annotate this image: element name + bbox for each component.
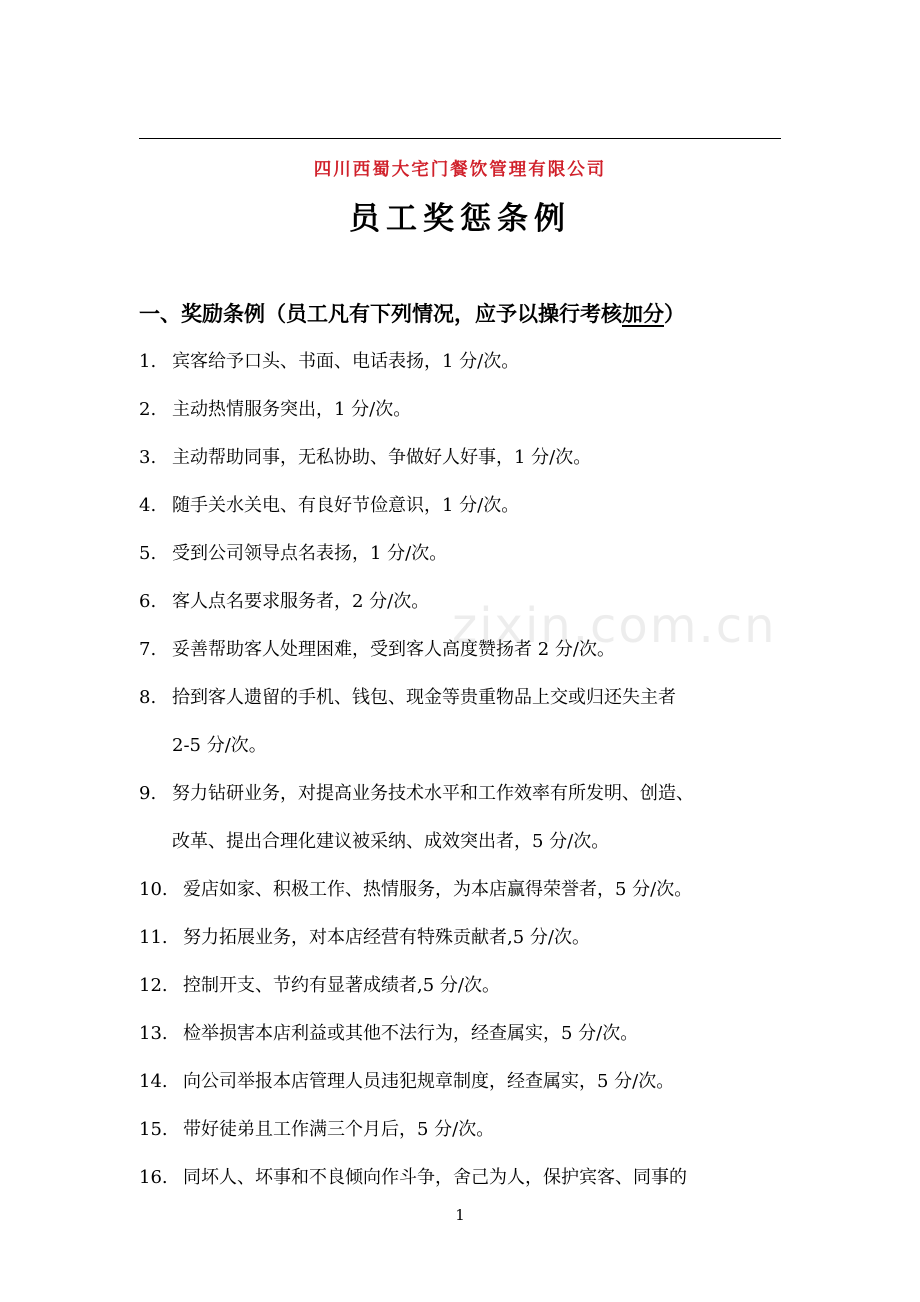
item-continuation: 改革、提出合理化建议被采纳、成效突出者，5 分/次。 xyxy=(172,831,610,852)
item-text: 检举损害本店利益或其他不法行为，经查属实，5 分/次。 xyxy=(183,1023,639,1044)
item-text: 努力拓展业务，对本店经营有特殊贡献者,5 分/次。 xyxy=(183,927,590,948)
item-text: 妥善帮助客人处理困难，受到客人高度赞扬者 2 分/次。 xyxy=(172,639,615,660)
item-number: 12. xyxy=(139,975,168,996)
item-text: 主动帮助同事，无私协助、争做好人好事，1 分/次。 xyxy=(172,447,592,468)
item-number: 4. xyxy=(139,495,157,516)
item-text: 随手关水关电、有良好节俭意识，1 分/次。 xyxy=(172,495,520,516)
item-number: 15. xyxy=(139,1119,168,1140)
item-text: 控制开支、节约有显著成绩者,5 分/次。 xyxy=(183,975,500,996)
item-text: 受到公司领导点名表扬，1 分/次。 xyxy=(172,543,448,564)
list-item xyxy=(139,782,694,806)
item-number: 1. xyxy=(139,351,157,372)
section-heading-suffix: ） xyxy=(664,302,685,326)
section-heading-prefix: 一、奖励条例（员工凡有下列情况，应予以操行考核 xyxy=(139,302,622,326)
item-number: 7. xyxy=(139,639,157,660)
item-text: 努力钻研业务，对提高业务技术水平和工作效率有所发明、创造、 xyxy=(172,783,694,804)
item-number: 11. xyxy=(139,927,168,948)
list-item xyxy=(139,974,500,998)
item-text: 拾到客人遗留的手机、钱包、现金等贵重物品上交或归还失主者 xyxy=(172,687,676,708)
item-text: 同坏人、坏事和不良倾向作斗争，舍己为人，保护宾客、同事的 xyxy=(183,1167,687,1188)
list-item xyxy=(139,446,591,470)
list-item xyxy=(139,1070,674,1094)
item-number: 14. xyxy=(139,1071,168,1092)
item-number: 10. xyxy=(139,879,168,900)
item-text: 主动热情服务突出，1 分/次。 xyxy=(172,399,412,420)
item-text: 爱店如家、积极工作、热情服务，为本店赢得荣誉者，5 分/次。 xyxy=(183,879,693,900)
list-item xyxy=(139,926,590,950)
document-title: 员工奖惩条例 xyxy=(349,201,571,237)
list-item xyxy=(139,542,447,566)
item-number: 16. xyxy=(139,1167,168,1188)
section-heading-rewards xyxy=(139,298,685,328)
item-number: 5. xyxy=(139,543,157,564)
section-heading-underlined: 加分 xyxy=(622,302,664,326)
list-item xyxy=(139,686,676,710)
item-text: 向公司举报本店管理人员违犯规章制度，经查属实，5 分/次。 xyxy=(183,1071,675,1092)
list-item xyxy=(139,1166,687,1190)
list-item xyxy=(139,878,692,902)
item-text: 带好徒弟且工作满三个月后，5 分/次。 xyxy=(183,1119,495,1140)
company-name: 四川西蜀大宅门餐饮管理有限公司 xyxy=(313,160,607,180)
list-item xyxy=(139,1118,494,1142)
list-item xyxy=(139,350,519,374)
item-text: 宾客给予口头、书面、电话表扬，1 分/次。 xyxy=(172,351,520,372)
item-number: 2. xyxy=(139,399,157,420)
item-number: 8. xyxy=(139,687,157,708)
item-text: 客人点名要求服务者，2 分/次。 xyxy=(172,591,430,612)
item-continuation: 2-5 分/次。 xyxy=(172,735,267,756)
header-rule xyxy=(139,138,781,139)
item-number: 9. xyxy=(139,783,157,804)
item-number: 3. xyxy=(139,447,157,468)
list-item xyxy=(139,398,411,422)
page-number: 1 xyxy=(455,1206,465,1224)
list-item xyxy=(139,590,429,614)
item-number: 13. xyxy=(139,1023,168,1044)
list-item xyxy=(139,494,519,518)
watermark: zixin.com.cn xyxy=(452,598,777,654)
list-item xyxy=(139,1022,638,1046)
item-number: 6. xyxy=(139,591,157,612)
